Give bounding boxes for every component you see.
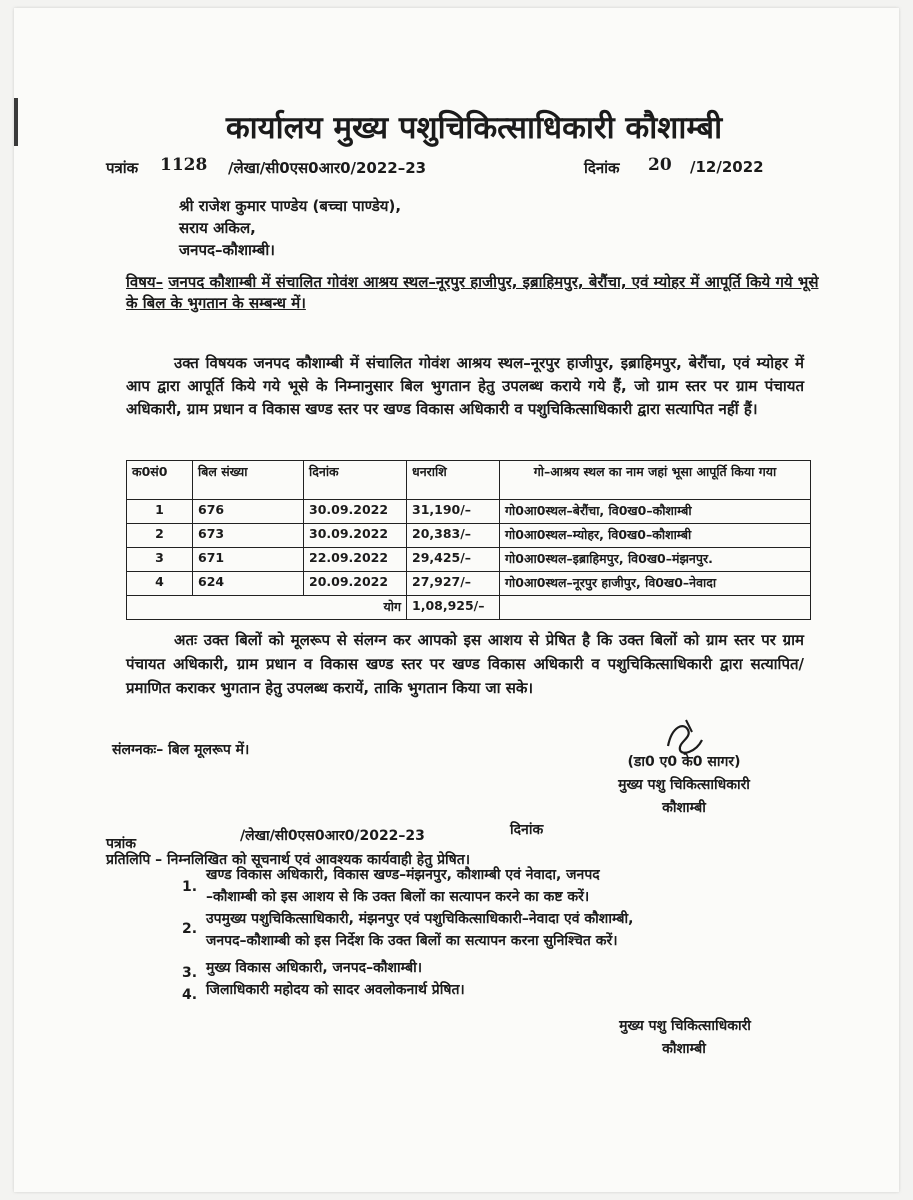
table-cell: 4 bbox=[127, 572, 193, 596]
copy-date-label: दिनांक bbox=[510, 822, 544, 838]
table-cell: 2 bbox=[127, 524, 193, 548]
copy-item-line: जनपद–कौशाम्बी को इस निर्देश कि उक्त बिलों का सत्यापन करना सुनिश्चित करें। bbox=[206, 933, 618, 949]
table-row bbox=[127, 572, 811, 596]
table-cell: 624 bbox=[193, 572, 304, 596]
table-cell: 31,190/– bbox=[407, 500, 500, 524]
table-cell: 27,927/– bbox=[407, 572, 500, 596]
table-cell: 1 bbox=[127, 500, 193, 524]
copy-item-number: 4. bbox=[182, 987, 198, 1003]
table-cell: 29,425/– bbox=[407, 548, 500, 572]
signatory-designation: मुख्य पशु चिकित्साधिकारी bbox=[618, 777, 750, 793]
table-header: गो–आश्रय स्थल का नाम जहां भूसा आपूर्ति किया गया bbox=[500, 461, 811, 500]
copy-item-line: मुख्य विकास अधिकारी, जनपद–कौशाम्बी। bbox=[206, 960, 423, 976]
copy-ref-suffix: /लेखा/सी0एस0आर0/2022–23 bbox=[240, 828, 425, 844]
table-header: क0सं0 bbox=[127, 461, 193, 500]
table-row bbox=[127, 500, 811, 524]
ref-number: 1128 bbox=[160, 155, 208, 175]
addressee-line3: जनपद–कौशाम्बी। bbox=[179, 241, 275, 259]
table-cell: 676 bbox=[193, 500, 304, 524]
total-value: 1,08,925/– bbox=[407, 596, 500, 620]
date-day: 20 bbox=[648, 155, 672, 175]
table-cell: 671 bbox=[193, 548, 304, 572]
body-paragraph-2: अतः उक्त बिलों को मूलरूप से संलग्न कर आपको इस आशय से प्रेषित है कि उक्त बिलों को ग्राम स्तर पर ग्राम पंचायत अधिकारी, ग्राम प्रधान व विकास खण्ड स्तर पर खण्ड विकास अधिकारी व पशुचिकित्साधिकारी द्वारा सत्यापित/प्रमाणित कराकर भुगतान हेतु उपलब्ध करायें, ताकि भुगतान किया जा सके। bbox=[126, 631, 804, 697]
copy-signatory-designation: मुख्य पशु चिकित्साधिकारी bbox=[619, 1018, 751, 1034]
subject-text: जनपद कौशाम्बी में संचालित गोवंश आश्रय स्थल–नूरपुर हाजीपुर, इब्राहिमपुर, बेरौंचा, एवं म्योहर में आपूर्ति किये गये भूसे के बिल के भुगतान के सम्बन्ध में। bbox=[126, 273, 819, 312]
document-page bbox=[14, 8, 899, 1192]
copy-item-line: जिलाधिकारी महोदय को सादर अवलोकनार्थ प्रेषित। bbox=[206, 982, 465, 998]
addressee-line2: सराय अकिल, bbox=[179, 219, 256, 237]
table-total-row bbox=[127, 596, 811, 620]
table-cell: 22.09.2022 bbox=[304, 548, 407, 572]
table-cell: गो0आ0स्थल–इब्राहिमपुर, वि0ख0–मंझनपुर. bbox=[500, 548, 811, 572]
copy-item-number: 2. bbox=[182, 921, 198, 937]
date-rest: /12/2022 bbox=[690, 158, 764, 176]
signatory-name: (डा0 ए0 के0 सागर) bbox=[627, 754, 741, 770]
body-paragraph-1: उक्त विषयक जनपद कौशाम्बी में संचालित गोवंश आश्रय स्थल–नूरपुर हाजीपुर, इब्राहिमपुर, बेरौंचा, एवं म्योहर में आप द्वारा आपूर्ति किये गये भूसे के निम्नानुसार बिल भुगतान हेतु उपलब्ध कराये गये हैं, जो ग्राम स्तर पर ग्राम पंचायत अधिकारी, ग्राम प्रधान व विकास खण्ड स्तर पर खण्ड विकास अधिकारी व पशुचिकित्साधिकारी द्वारा सत्यापित नहीं हैं। bbox=[126, 354, 804, 418]
enclosure-line: संलग्नकः– बिल मूलरूप में। bbox=[112, 742, 250, 758]
copy-intro: प्रतिलिपि – निम्नलिखित को सूचनार्थ एवं आवश्यक कार्यवाही हेतु प्रेषित। bbox=[106, 852, 471, 868]
copy-item-number: 1. bbox=[182, 879, 198, 895]
table-cell: 20,383/– bbox=[407, 524, 500, 548]
ref-suffix: /लेखा/सी0एस0आर0/2022–23 bbox=[228, 159, 427, 177]
table-row bbox=[127, 524, 811, 548]
subject bbox=[126, 272, 826, 314]
table-cell: 673 bbox=[193, 524, 304, 548]
scan-edge-mark bbox=[14, 98, 18, 146]
bills-table bbox=[126, 460, 811, 620]
table-cell: 30.09.2022 bbox=[304, 500, 407, 524]
copy-ref-label: पत्रांक bbox=[106, 836, 137, 852]
copy-item-line: उपमुख्य पशुचिकित्साधिकारी, मंझनपुर एवं पशुचिकित्साधिकारी–नेवादा एवं कौशाम्बी, bbox=[206, 911, 634, 927]
table-cell: 30.09.2022 bbox=[304, 524, 407, 548]
table-header: धनराशि bbox=[407, 461, 500, 500]
copy-signatory-place: कौशाम्बी bbox=[662, 1041, 706, 1057]
table-cell: गो0आ0स्थल–नूरपुर हाजीपुर, वि0ख0–नेवादा bbox=[500, 572, 811, 596]
copy-item-line: खण्ड विकास अधिकारी, विकास खण्ड–मंझनपुर, कौशाम्बी एवं नेवादा, जनपद bbox=[206, 867, 600, 883]
signatory-place: कौशाम्बी bbox=[662, 800, 706, 816]
table-cell: गो0आ0स्थल–म्योहर, वि0ख0–कौशाम्बी bbox=[500, 524, 811, 548]
table-header: बिल संख्या bbox=[193, 461, 304, 500]
table-cell: 20.09.2022 bbox=[304, 572, 407, 596]
table-cell-empty bbox=[500, 596, 811, 620]
table-cell: गो0आ0स्थल–बेरौंचा, वि0ख0–कौशाम्बी bbox=[500, 500, 811, 524]
office-title: कार्यालय मुख्य पशुचिकित्साधिकारी कौशाम्बी bbox=[225, 110, 723, 146]
date-label: दिनांक bbox=[584, 159, 620, 177]
addressee-line1: श्री राजेश कुमार पाण्डेय (बच्चा पाण्डेय), bbox=[179, 197, 402, 215]
ref-label: पत्रांक bbox=[106, 159, 139, 177]
copy-item-number: 3. bbox=[182, 965, 198, 981]
table-row bbox=[127, 548, 811, 572]
table-header-row bbox=[127, 461, 811, 500]
table-cell: 3 bbox=[127, 548, 193, 572]
copy-item-line: –कौशाम्बी को इस आशय से कि उक्त बिलों का सत्यापन करने का कष्ट करें। bbox=[206, 889, 590, 905]
subject-label: विषय– bbox=[126, 273, 164, 291]
table-header: दिनांक bbox=[304, 461, 407, 500]
total-label: योग bbox=[127, 596, 407, 620]
